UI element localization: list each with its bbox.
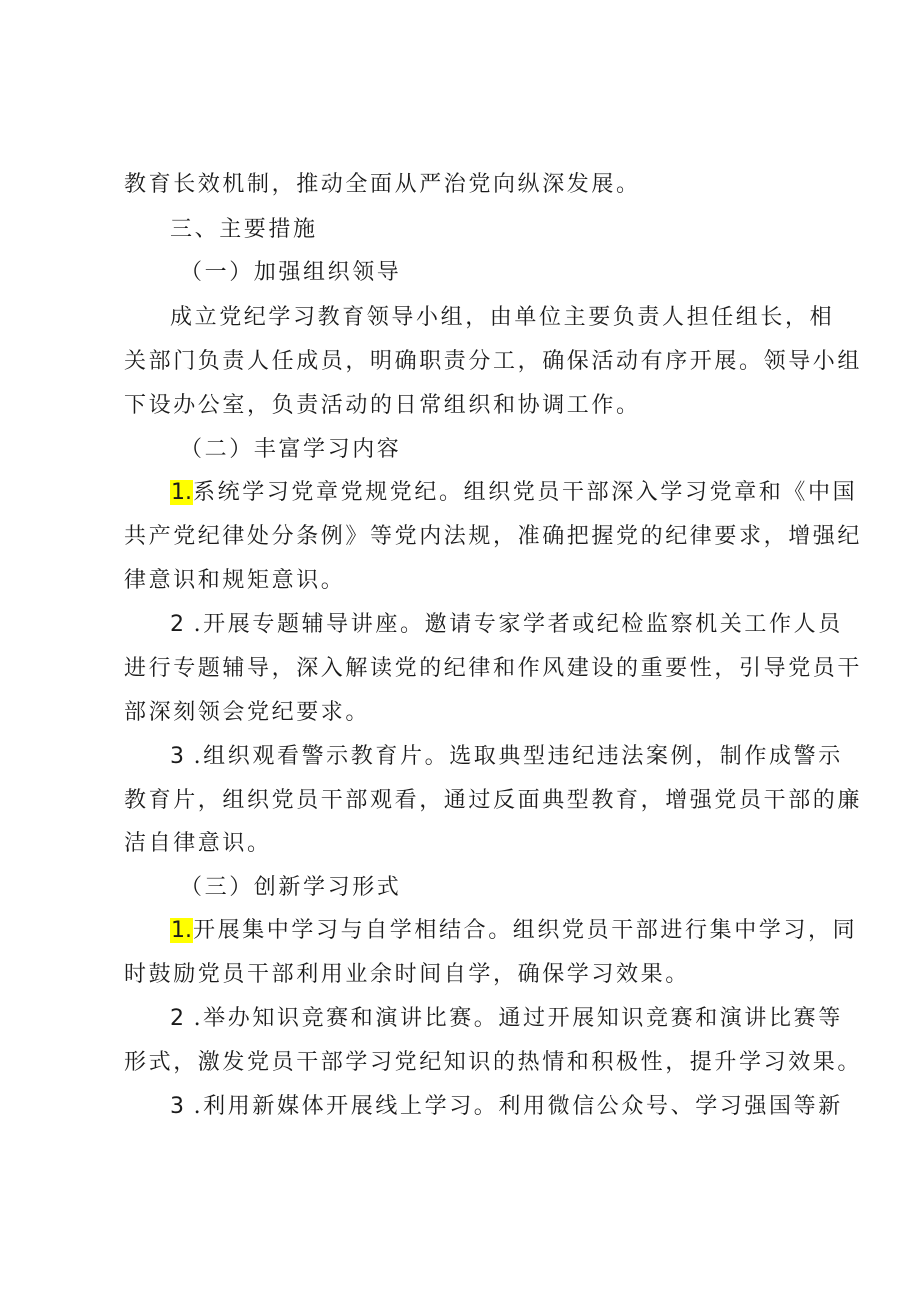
list-number: 2 [170,612,184,637]
list-item [170,1004,843,1034]
list-item [170,478,858,508]
highlighted-list-number: 1. [171,918,192,943]
list-item [170,916,858,946]
paragraph-line: 共产党纪律处分条例》等党内法规，准确把握党的纪律要求，增强纪 [124,524,863,549]
paragraph-line: 成立党纪学习教育领导小组，由单位主要负责人担任组长，相 [170,305,835,330]
list-item [170,1092,843,1122]
list-item-text: .开展专题辅导讲座。邀请专家学者或纪检监察机关工作人员 [193,612,843,637]
paragraph-line: 部深刻领会党纪要求。 [124,700,371,725]
list-number: 3 [170,744,184,769]
subsection-heading: （一）加强组织领导 [180,260,402,285]
paragraph-line: 教育片，组织党员干部观看，通过反面典型教育，增强党员干部的廉 [124,788,863,813]
paragraph-line: 形式，激发党员干部学习党纪知识的热情和积极性，提升学习效果。 [124,1050,863,1075]
paragraph-line: 下设办公室，负责活动的日常组织和协调工作。 [124,393,641,418]
paragraph-line: 律意识和规矩意识。 [124,568,346,593]
paragraph-line: 教育长效机制，推动全面从严治党向纵深发展。 [124,172,641,197]
paragraph-line: 进行专题辅导，深入解读党的纪律和作风建设的重要性，引导党员干 [124,656,863,681]
paragraph-line: 洁自律意识。 [124,831,272,856]
list-number: 3 [170,1094,184,1119]
subsection-heading: （三）创新学习形式 [180,875,402,900]
list-item-text: 系统学习党章党规党纪。组织党员干部深入学习党章和《中国 [193,480,858,505]
list-item-text: .利用新媒体开展线上学习。利用微信公众号、学习强国等新 [193,1094,843,1119]
subsection-heading: （二）丰富学习内容 [180,437,402,462]
highlighted-list-number: 1. [171,480,192,505]
list-item-text: .组织观看警示教育片。选取典型违纪违法案例，制作成警示 [193,744,843,769]
section-heading: 三、主要措施 [170,217,318,242]
list-item-text: 开展集中学习与自学相结合。组织党员干部进行集中学习，同 [193,918,858,943]
list-number: 2 [170,1006,184,1031]
list-item-text: .举办知识竞赛和演讲比赛。通过开展知识竞赛和演讲比赛等 [193,1006,843,1031]
paragraph-line: 关部门负责人任成员，明确职责分工，确保活动有序开展。领导小组 [124,349,863,374]
paragraph-line: 时鼓励党员干部利用业余时间自学，确保学习效果。 [124,962,690,987]
list-item [170,742,843,772]
list-item [170,610,843,640]
